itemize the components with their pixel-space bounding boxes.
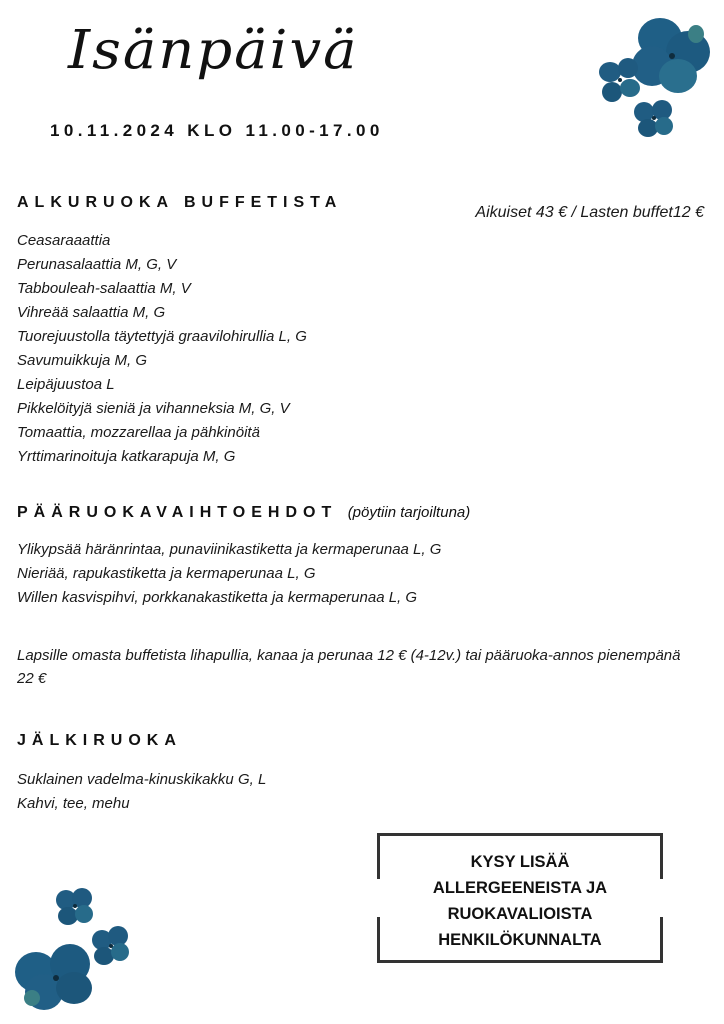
info-line: ALLERGEENEISTA JA [432,879,608,897]
list-item: Yrttimarinoituja katkarapuja M, G [17,448,236,465]
mains-note: (pöytiin tarjoiltuna) [347,504,471,521]
list-item: Savumuikkuja M, G [17,352,148,369]
list-item: Suklainen vadelma-kinuskikakku G, L [17,771,267,788]
info-line: KYSY LISÄÄ [470,853,570,871]
list-item: Willen kasvispihvi, porkkanakastiketta ja kermaperunaa L, G [17,589,418,606]
list-item: Kahvi, tee, mehu [17,795,130,812]
flower-large [15,944,92,1010]
flower-small-bottom [634,100,673,137]
page-title: Isänpäivä [68,19,359,82]
hydrangea-flowers-icon [592,12,716,140]
info-line: HENKILÖKUNNALTA [438,931,602,949]
list-item: Pikkelöityjä sieniä ja vihanneksia M, G, V [17,400,290,417]
hydrangea-flowers-icon [10,884,134,1014]
list-item: Nieriää, rapukastiketta ja kermaperunaa L, G [17,565,316,582]
flower-large [632,18,710,93]
starters-heading: ALKURUOKA BUFFETISTA [17,194,343,211]
mains-list [17,538,441,610]
mains-heading [17,504,470,522]
info-line: RUOKAVALIOISTA [447,905,593,923]
list-item: Leipäjuustoa L [17,376,115,393]
kids-note: Lapsille omasta buffetista lihapullia, kanaa ja perunaa 12 € (4-12v.) tai pääruoka-annos pienempänä 22 € [17,647,681,687]
dessert-list [17,768,266,816]
event-date-time: 10.11.2024 KLO 11.00-17.00 [50,121,384,140]
list-item: Ceasaraaattia [17,232,111,249]
flower-small-left [599,58,640,102]
dessert-heading: JÄLKIRUOKA [17,732,182,749]
flower-small-right [92,926,129,965]
list-item: Tuorejuustolla täytettyjä graavilohirullia L, G [17,328,307,345]
list-item: Ylikypsää häränrintaa, punaviinikastiketta ja kermaperunaa L, G [17,541,442,558]
price-info: Aikuiset 43 € / Lasten buffet12 € [475,204,704,221]
starters-list [17,229,307,469]
list-item: Perunasalaattia M, G, V [17,256,177,273]
list-item: Tomaattia, mozzarellaa ja pähkinöitä [17,424,260,441]
list-item: Tabbouleah-salaattia M, V [17,280,191,297]
list-item: Vihreää salaattia M, G [17,304,166,321]
allergen-info-box [377,833,663,963]
mains-heading-text: PÄÄRUOKAVAIHTOEHDOT [17,504,338,521]
flower-small-top [56,888,93,925]
